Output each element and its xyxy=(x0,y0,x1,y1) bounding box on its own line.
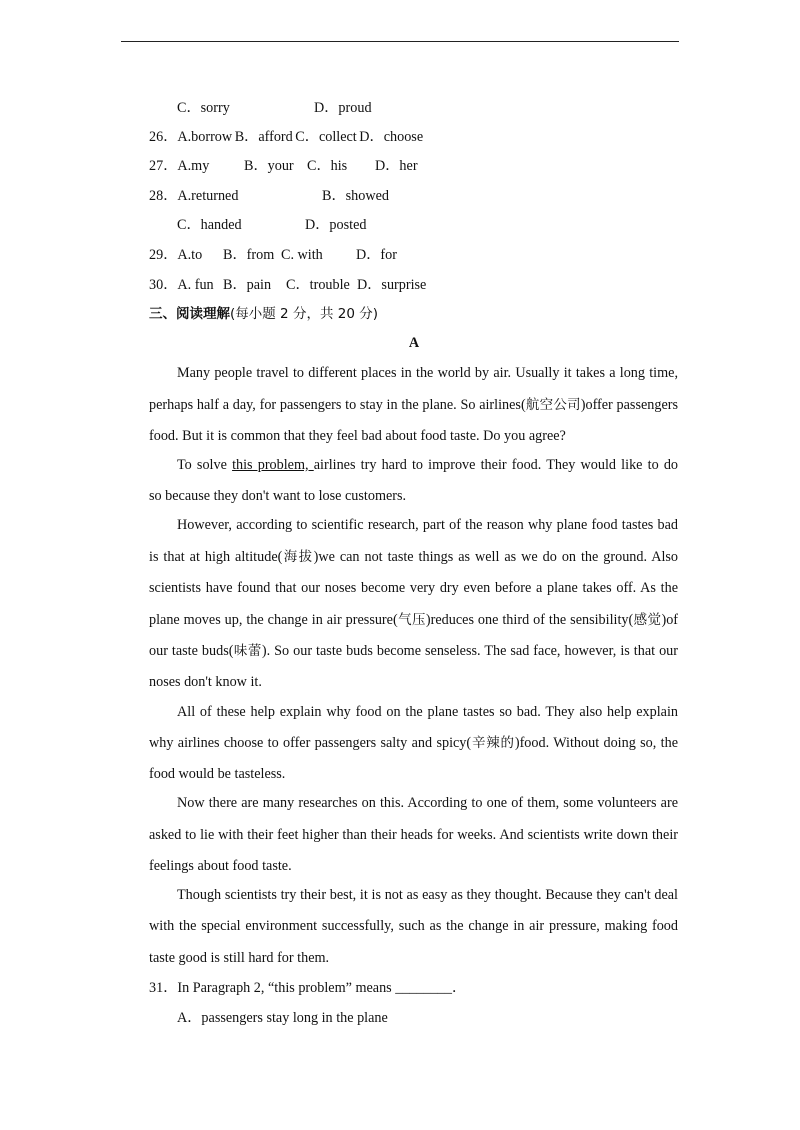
p5-line1: Now there are many researches on this. According to one of them, some volunteers are xyxy=(177,795,678,811)
p2-line1: To solve this problem, airlines try hard to improve their food. They would like to do xyxy=(177,457,679,473)
q30-option-a: 30．A. fun xyxy=(149,277,214,293)
p1-line1: Many people travel to different places in the world by air. Usually it takes a long time, xyxy=(177,365,678,381)
p4-line2: why airlines choose to offer passengers salty and spicy(辛辣的)food. Without doing so, the xyxy=(149,735,678,751)
q29-option-a: 29．A.to xyxy=(149,247,203,263)
section-heading xyxy=(149,305,378,323)
q30-option-d: D．surprise xyxy=(357,277,427,293)
p3-line3: scientists have found that our noses become very dry even before a plane takes off. As the xyxy=(149,580,678,596)
q27-option-a: 27．A.my xyxy=(149,158,210,174)
p1-line2: perhaps half a day, for passengers to stay in the plane. So airlines(航空公司)offer passengers xyxy=(149,397,679,413)
q28-option-d: D．posted xyxy=(305,217,367,233)
q29-option-d: D．for xyxy=(356,247,397,263)
p5-line3: feelings about food taste. xyxy=(149,858,292,874)
p2-line2: so because they don't want to lose customers. xyxy=(149,488,407,504)
p4-line3: food would be tasteless. xyxy=(149,766,286,782)
p3-line4: plane moves up, the change in air pressure(气压)reduces one third of the sensibility(感觉)of xyxy=(149,612,679,628)
q29-option-c: C. with xyxy=(281,247,323,263)
q28-option-c: C．handed xyxy=(177,217,242,233)
q30-option-c: C．trouble xyxy=(286,277,350,293)
q27-option-d: D．her xyxy=(375,158,418,174)
passage-label: A xyxy=(408,335,420,351)
p6-line2: with the special environment successfully, such as the change in air pressure, making food xyxy=(149,918,678,934)
q26-options: 26．A.borrow B．afford C．collect D．choose xyxy=(149,129,424,145)
section-note: (每小题 2 分，共 20 分) xyxy=(230,306,378,322)
q28-option-b: B．showed xyxy=(322,188,389,204)
section-title: 三、阅读理解 xyxy=(149,306,230,322)
q25-option-c: C．sorry xyxy=(177,100,230,116)
p6-line1: Though scientists try their best, it is not as easy as they thought. Because they can't deal xyxy=(177,887,678,903)
p3-line1: However, according to scientific research, part of the reason why plane food tastes bad xyxy=(177,517,678,533)
q25-option-d: D．proud xyxy=(314,100,372,116)
p1-line3: food. But it is common that they feel bad about food taste. Do you agree? xyxy=(149,428,566,444)
q31-stem: 31．In Paragraph 2, “this problem” means ________． xyxy=(149,980,467,996)
p3-line6: noses don't know it. xyxy=(149,674,262,690)
underlined-phrase: this problem, xyxy=(232,457,314,473)
p3-line5: our taste buds(味蕾). So our taste buds become senseless. The sad face, however, is that our xyxy=(149,643,678,659)
q29-option-b: B．from xyxy=(223,247,275,263)
p6-line3: taste good is still hard for them. xyxy=(149,950,330,966)
q31-option-a: A．passengers stay long in the plane xyxy=(177,1010,388,1026)
q30-option-b: B．pain xyxy=(223,277,272,293)
p3-line2: is that at high altitude(海拔)we can not taste things as well as we do on the ground. Also xyxy=(149,549,679,565)
q28-option-a: 28．A.returned xyxy=(149,188,239,204)
header-rule xyxy=(121,41,679,42)
p4-line1: All of these help explain why food on the plane tastes so bad. They also help explain xyxy=(177,704,678,720)
q27-option-c: C．his xyxy=(307,158,348,174)
q27-option-b: B．your xyxy=(244,158,294,174)
p5-line2: asked to lie with their feet higher than their heads for weeks. And scientists write down their xyxy=(149,827,678,843)
